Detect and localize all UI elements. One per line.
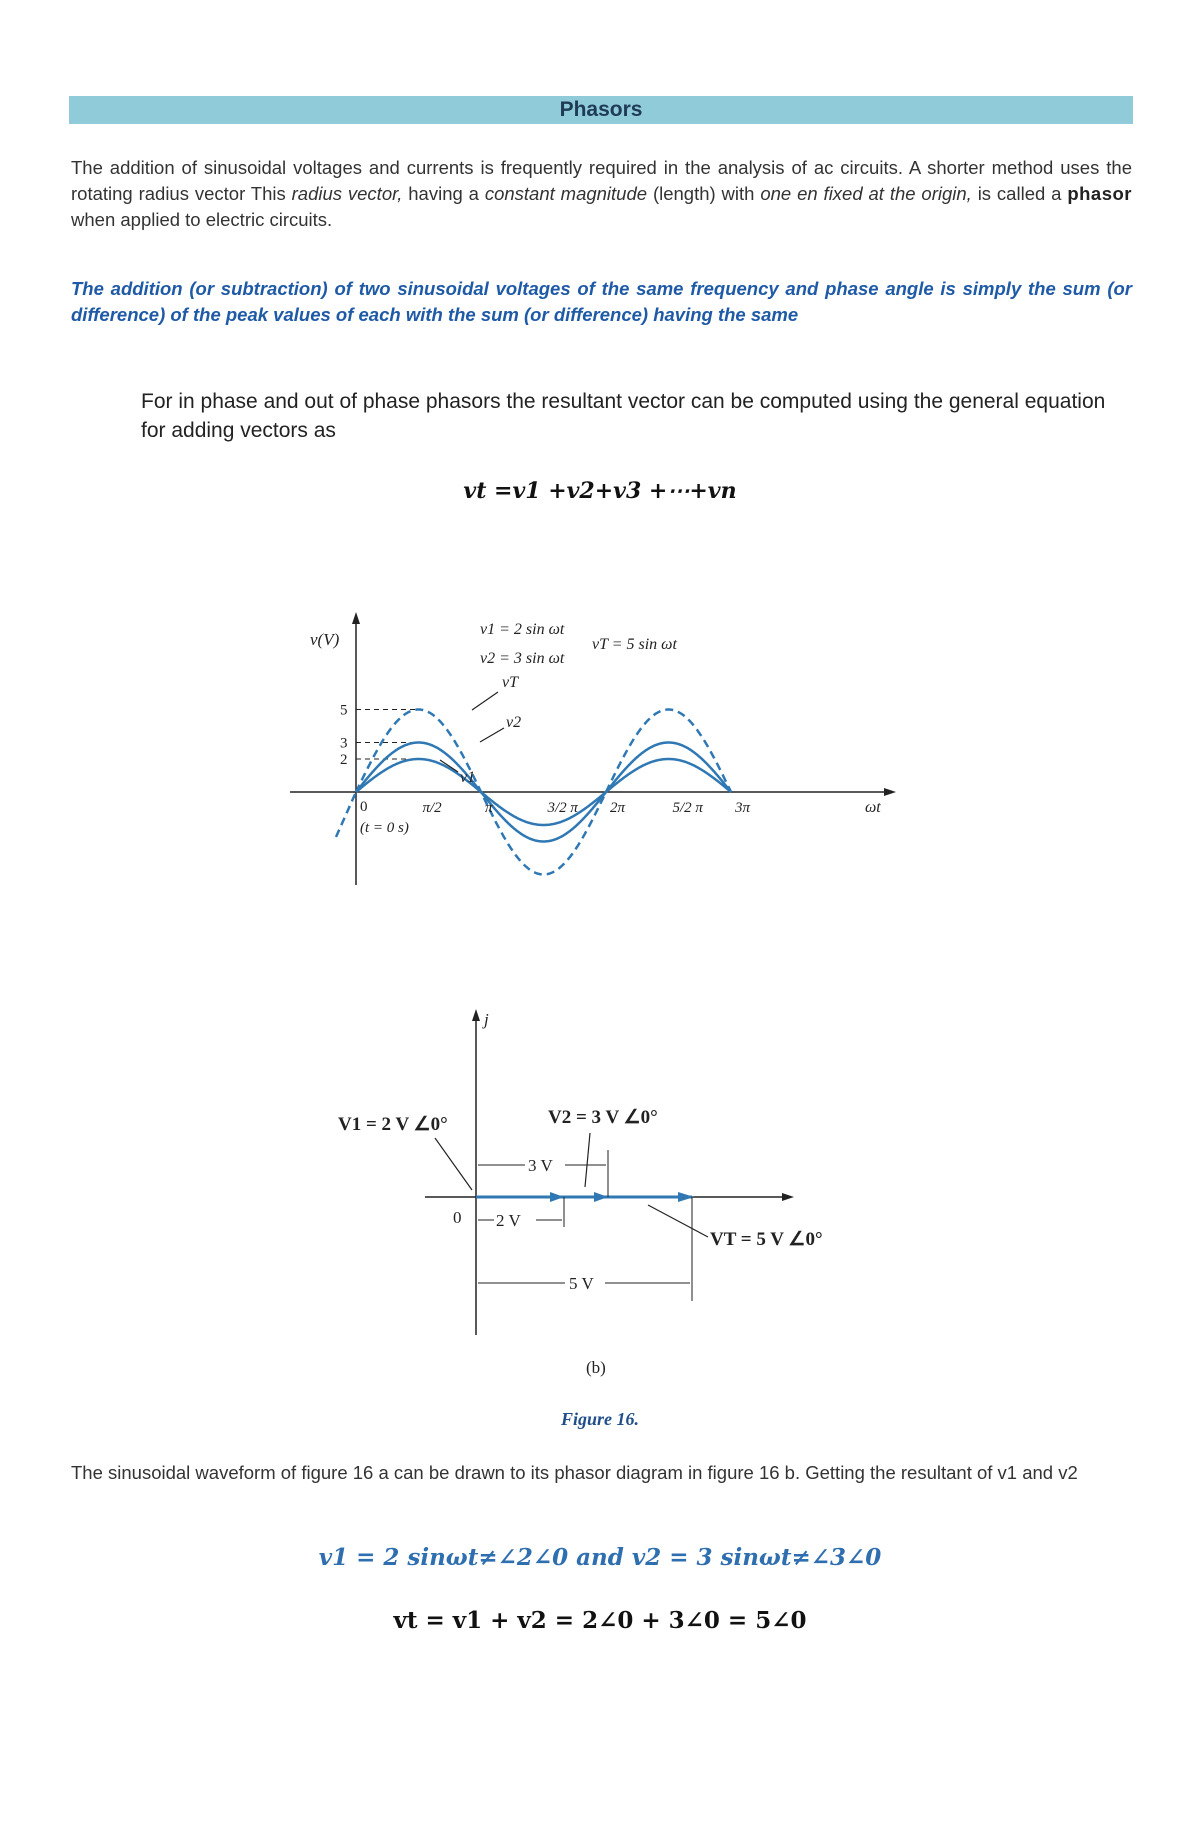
x-axis-arrow — [884, 788, 896, 796]
x-tick-2: π — [485, 800, 493, 816]
vt-label: VT = 5 V ∠0° — [710, 1229, 823, 1250]
label-v2: v2 — [506, 714, 522, 731]
waveform-lead-in — [336, 792, 356, 837]
v2-label: V2 = 3 V ∠0° — [548, 1107, 658, 1128]
intro-text: The addition of sinusoidal voltages and currents is frequently required in the analysis of ac circuits. A shorter method uses the rotating radius vector This — [71, 157, 1132, 204]
pointer-vt — [472, 692, 498, 710]
general-equation-text: vt =v1 +v2+v3 +⋯+vn — [463, 478, 737, 504]
y-tick-5: 5 — [340, 702, 348, 719]
x-axis-label: ωt — [865, 799, 881, 816]
phasor-v1-arrowhead — [550, 1192, 564, 1202]
waveform-figure — [280, 610, 900, 900]
phasor-term: phasor — [1067, 183, 1133, 204]
rule-statement: The addition (or subtraction) of two sinusoidal voltages of the same frequency and phase angle is simply the sum (or difference) of the peak values of each with the sum (or difference) having the same — [71, 278, 1132, 325]
dim-2v: 2 V — [496, 1211, 521, 1230]
eq-v2: v2 = 3 sin ωt — [480, 650, 565, 667]
label-vt: vT — [502, 674, 518, 691]
description-paragraph: The sinusoidal waveform of figure 16 a can be drawn to its phasor diagram in figure 16 b. Getting the resultant of v1 and v2 — [71, 1462, 1078, 1483]
j-label: j — [484, 1010, 489, 1029]
eq-vt: vT = 5 sin ωt — [592, 636, 677, 653]
v1-label: V1 = 2 V ∠0° — [338, 1114, 448, 1135]
origin-zero: 0 — [453, 1208, 462, 1227]
waveform-chart — [280, 610, 900, 900]
y-tick-2: 2 — [340, 752, 348, 768]
real-axis-arrow — [782, 1193, 794, 1201]
general-equation — [0, 478, 1200, 504]
intro-italic-origin: one en fixed at the origin, — [760, 183, 972, 204]
intro-text: (length) with — [647, 183, 761, 204]
dim-3v: 3 V — [528, 1156, 553, 1175]
phasor-figure — [320, 1005, 880, 1390]
equation-result: vt = v1 + v2 = 2∠0 + 3∠0 = 5∠0 — [393, 1607, 807, 1634]
intro-paragraph — [71, 155, 1132, 233]
imag-axis-arrow — [472, 1009, 480, 1021]
x-tick-6: 3π — [735, 800, 751, 816]
dim-5v: 5 V — [569, 1274, 594, 1293]
x-tick-4: 2π — [610, 800, 626, 816]
intro-text: is called a — [971, 183, 1068, 204]
x-tick-3: 3/2 π — [547, 800, 578, 816]
label-v1: v1 — [460, 769, 476, 786]
equation-v1-v2: v1 = 2 sinωt≠∠2∠0 and v2 = 3 sinωt≠∠3∠0 — [318, 1544, 882, 1571]
phasor-diagram — [320, 1005, 880, 1390]
section-heading-bar — [69, 96, 1133, 124]
y-tick-3: 3 — [340, 735, 348, 752]
origin-label: 0 — [360, 799, 368, 815]
pointer-v2 — [480, 728, 504, 742]
y-tick-labels — [340, 703, 348, 769]
y-axis-label: v(V) — [310, 630, 340, 649]
vt-pointer — [648, 1205, 708, 1237]
figure-caption: Figure 16. — [560, 1409, 639, 1429]
x-tick-5: 5/2 π — [672, 800, 703, 816]
intro-italic-radius: radius vector, — [291, 183, 403, 204]
y-axis-arrow — [352, 612, 360, 624]
v2-pointer — [585, 1133, 590, 1187]
x-tick-1: π/2 — [422, 800, 442, 816]
sub-caption-b: (b) — [586, 1358, 606, 1377]
origin-time-label: (t = 0 s) — [360, 820, 409, 836]
intro-italic-magnitude: constant magnitude — [484, 183, 648, 204]
eq-v1: v1 = 2 sin ωt — [480, 621, 565, 638]
general-paragraph: For in phase and out of phase phasors the resultant vector can be computed using the general equation for adding vectors as — [141, 390, 1106, 442]
intro-text: having a — [402, 183, 485, 204]
phasor-v2-arrowhead — [594, 1192, 608, 1202]
section-heading: Phasors — [559, 98, 643, 121]
v1-pointer — [435, 1138, 472, 1190]
intro-text: when applied to electric circuits. — [71, 209, 333, 230]
